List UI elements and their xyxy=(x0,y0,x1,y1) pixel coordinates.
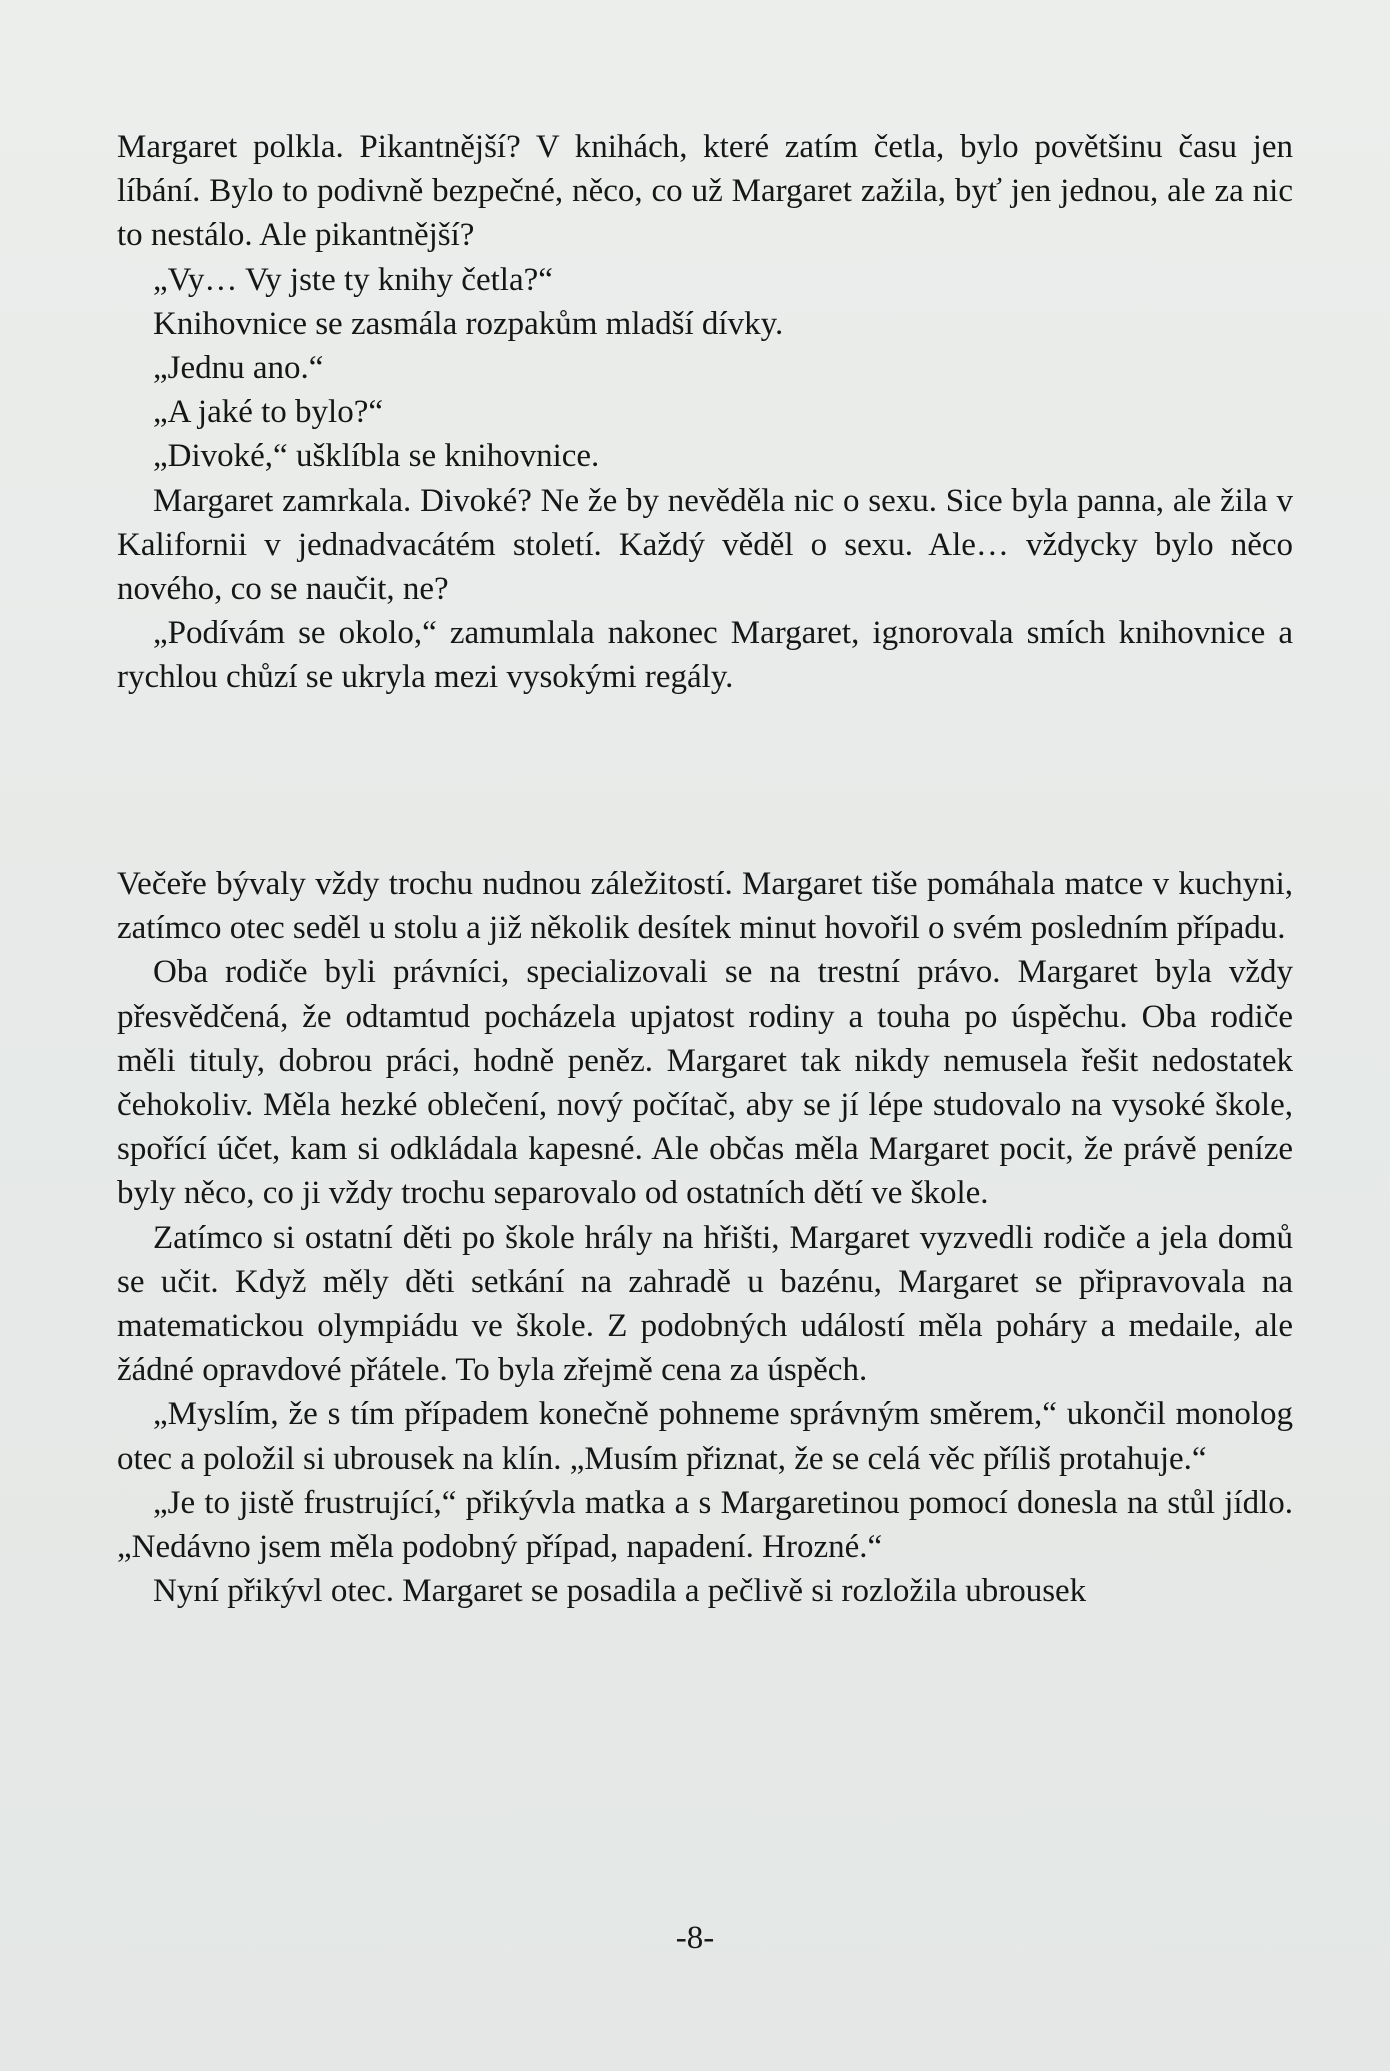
dialogue-line: „Podívám se okolo,“ zamumlala nakonec Margaret, ignorovala smích knihovnice a rychlou chůzí se ukryla mezi vysokými regály. xyxy=(117,615,1293,696)
paragraph: Zatímco si ostatní děti po škole hrály na hřišti, Margaret vyzvedli rodiče a jela domů se učit. Když měly děti setkání na zahradě u bazénu, Margaret se připravovala na matematickou olympiádu ve škole. Z podobných událostí měla poháry a medaile, ale žádné opravdové přátele. To byla zřejmě cena za úspěch. xyxy=(117,1219,1293,1389)
dialogue-line: „A jaké to bylo?“ xyxy=(153,394,384,431)
dialogue-line: „Divoké,“ ušklíbla se knihovnice. xyxy=(153,438,600,475)
text-section-library xyxy=(117,125,1293,700)
page-number: -8- xyxy=(675,1920,715,1956)
dialogue-line: „Vy… Vy jste ty knihy četla?“ xyxy=(153,261,553,298)
text-section-dinner xyxy=(117,862,1293,1613)
paragraph: Oba rodiče byli právníci, specializovali se na trestní právo. Margaret byla vždy přesvědčená, že odtamtud pocházela upjatost rodiny a touha po úspěchu. Oba rodiče měli tituly, dobrou práci, hodně peněz. Margaret tak nikdy nemusela řešit nedostatek čehokoliv. Měla hezké oblečení, nový počítač, aby se jí lépe studovalo na vysoké škole, spořící účet, kam si odkládala kapesné. Ale občas měla Margaret pocit, že právě peníze byly něco, co ji vždy trochu separovalo od ostatních dětí ve škole. xyxy=(117,954,1293,1212)
paragraph: Margaret polkla. Pikantnější? V knihách, které zatím četla, bylo povětšinu času jen líbání. Bylo to podivně bezpečné, něco, co už Margaret zažila, byť jen jednou, ale za nic to nestálo. Ale pikantnější? xyxy=(117,129,1293,254)
paragraph: Večeře bývaly vždy trochu nudnou záležitostí. Margaret tiše pomáhala matce v kuchyni, zatímco otec seděl u stolu a již několik desítek minut hovořil o svém posledním případu. xyxy=(117,866,1293,947)
paragraph: Margaret zamrkala. Divoké? Ne že by nevěděla nic o sexu. Sice byla panna, ale žila v Kalifornii v jednadvacátém století. Každý věděl o sexu. Ale… vždycky bylo něco nového, co se naučit, ne? xyxy=(117,482,1293,608)
dialogue-line: „Jednu ano.“ xyxy=(153,350,324,387)
dialogue-line: „Myslím, že s tím případem konečně pohneme správným směrem,“ ukončil monolog otec a položil si ubrousek na klín. „Musím přiznat, že se celá věc příliš protahuje.“ xyxy=(117,1396,1293,1477)
paragraph: Knihovnice se zasmála rozpakům mladší dívky. xyxy=(153,305,784,342)
dialogue-line: „Je to jistě frustrující,“ přikývla matka a s Margaretinou pomocí donesla na stůl jídlo. „Nedávno jsem měla podobný případ, napadení. Hrozné.“ xyxy=(117,1484,1293,1566)
paragraph: Nyní přikývl otec. Margaret se posadila a pečlivě si rozložila ubrousek xyxy=(153,1573,1087,1610)
